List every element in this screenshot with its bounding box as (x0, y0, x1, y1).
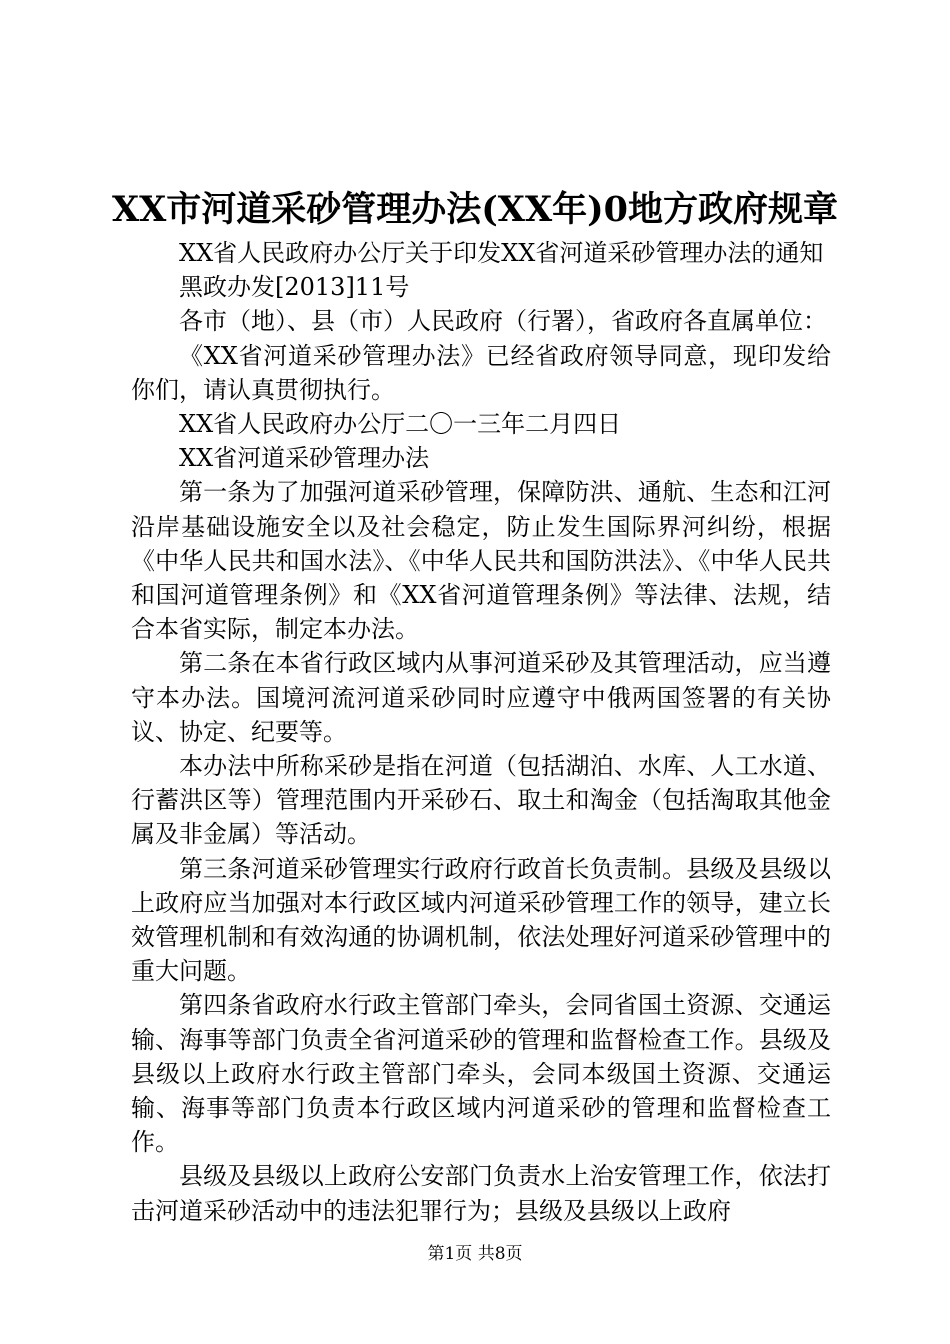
paragraph-addressees: 各市（地）、县（市）人民政府（行署），省政府各直属单位： (179, 307, 827, 336)
paragraph-issuer-date: XX省人民政府办公厅二〇一三年二月四日 (179, 410, 622, 439)
paragraph-article-3: 第三条河道采砂管理实行政府行政首长负责制。县级及县级以上政府应当加强对本行政区域内河道采砂管理工作的领导，建立长效管理机制和有效沟通的协调机制，依法处理好河道采砂管理中的重大问题。 (131, 854, 831, 986)
paragraph-article-2-definition: 本办法中所称采砂是指在河道（包括湖泊、水库、人工水道、行蓄洪区等）管理范围内开采砂石、取土和淘金（包括淘取其他金属及非金属）等活动。 (131, 752, 831, 849)
document-title: XX市河道采砂管理办法(XX年)0地方政府规章 (111, 189, 839, 230)
paragraph-article-4: 第四条省政府水行政主管部门牵头，会同省国土资源、交通运输、海事等部门负责全省河道采砂的管理和监督检查工作。县级及县级以上政府水行政主管部门牵头，会同本级国土资源、交通运输、海事等部门负责本行政区域内河道采砂的管理和监督检查工作。 (131, 991, 831, 1157)
paragraph-notice-body: 《XX省河道采砂管理办法》已经省政府领导同意，现印发给你们，请认真贯彻执行。 (131, 341, 831, 404)
page-footer: 第1页 共8页 (427, 1244, 523, 1264)
document-body (131, 236, 831, 1228)
paragraph-article-1: 第一条为了加强河道采砂管理，保障防洪、通航、生态和江河沿岸基础设施安全以及社会稳定，防止发生国际界河纠纷，根据《中华人民共和国水法》、《中华人民共和国防洪法》、《中华人民共和国河道管理条例》和《XX省河道管理条例》等法律、法规，结合本省实际，制定本办法。 (131, 478, 831, 644)
paragraph-regulation-title: XX省河道采砂管理办法 (179, 444, 430, 473)
paragraph-article-4-police: 县级及县级以上政府公安部门负责水上治安管理工作，依法打击河道采砂活动中的违法犯罪行为；县级及县级以上政府 (131, 1162, 831, 1225)
paragraph-notice-title: XX省人民政府办公厅关于印发XX省河道采砂管理办法的通知 (179, 239, 824, 267)
paragraph-document-number: 黑政办发[2013]11号 (179, 273, 410, 302)
paragraph-article-2: 第二条在本省行政区域内从事河道采砂及其管理活动，应当遵守本办法。国境河流河道采砂同时应遵守中俄两国签署的有关协议、协定、纪要等。 (131, 649, 831, 746)
